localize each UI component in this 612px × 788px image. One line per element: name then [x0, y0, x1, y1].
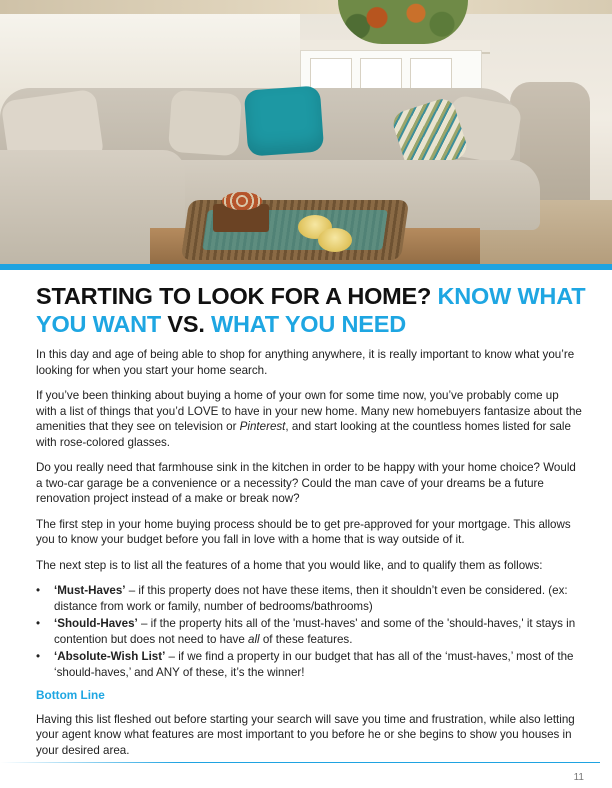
- title-highlight-need: WHAT YOU NEED: [210, 311, 406, 337]
- paragraph-questions: Do you really need that farmhouse sink in the kitchen in order to be happy with your home choice? Would a two-car garage be a convenience or a necessity? Could the man cave of your dreams be a future renovation project instead of a make or break now?: [36, 461, 576, 505]
- title-part-dark: STARTING TO LOOK FOR A HOME?: [36, 283, 438, 309]
- list-item-wish-list: [54, 649, 582, 680]
- desc-must-haves: – if this property does not have these items, then it shouldn’t even be considered. (ex: distance from work or family, number of bedrooms/bathrooms): [54, 584, 568, 613]
- pinterest-mention: Pinterest: [239, 420, 286, 433]
- page-number: 11: [573, 772, 584, 783]
- desc-should-haves-a: – if the property hits all of the 'must-haves' and some of the 'should-haves,' it stays in contention but does not need to have: [54, 617, 576, 646]
- desc-wish-list: – if we find a property in our budget that has all of the ‘must-haves,’ most of the ‘should-haves,’ and ANY of these, it’s the winner!: [54, 650, 574, 679]
- paragraph-wishlist-text-a: If you’ve been thinking about buying a home of your own for some time now, you’ve probably come up with a list of things that you’d LOVE to have in your new home. Many new homebuyers fantasize about the amenities that they see on television or: [36, 389, 582, 433]
- bottom-line-text: Having this list fleshed out before starting your search will save you time and frustration, while also letting your agent know what features are most important to you before he or she begins to show you houses in your desired area.: [36, 712, 575, 757]
- paragraph-preapproval: The first step in your home buying process should be to get pre-approved for your mortgage. This allows you to know your budget before you fall in love with a home that is way outside of it.: [36, 517, 571, 546]
- beige-pillow: [168, 90, 242, 157]
- paragraph-next-step: The next step is to list all the features of a home that you would like, and to qualify them as follows:: [36, 558, 543, 572]
- footer-rule: [0, 762, 600, 763]
- paragraph-intro: In this day and age of being able to shop for anything anywhere, it is really important to know what you’re looking for when you start your home search.: [36, 348, 575, 377]
- paragraph-wishlist-text-b: , and start looking at the countless homes listed for sale with rose-colored glasses.: [36, 420, 571, 449]
- gold-bowl: [318, 228, 352, 252]
- term-must-haves: ‘Must-Haves’: [54, 584, 126, 597]
- ceiling-beam: [0, 0, 612, 14]
- term-wish-list: ‘Absolute-Wish List’: [54, 650, 166, 663]
- page-title: [36, 282, 596, 338]
- bottom-line-heading: Bottom Line: [36, 688, 105, 702]
- flower-arrangement: [338, 0, 468, 44]
- term-should-haves: ‘Should-Haves’: [54, 617, 138, 630]
- decorative-beads: [222, 192, 262, 210]
- feature-priority-list: [36, 583, 582, 680]
- title-vs: VS.: [161, 311, 211, 337]
- desc-should-haves-emphasis: all: [248, 632, 260, 646]
- title-highlight-want: KNOW WHAT YOU WANT: [36, 283, 586, 337]
- article-body: [36, 347, 582, 768]
- desc-should-haves-b: of these features.: [259, 632, 353, 646]
- header-accent-rule: [0, 264, 612, 270]
- list-item-must-haves: [54, 583, 582, 614]
- teal-pillow: [244, 85, 324, 156]
- paragraph-wishlist: [36, 388, 582, 450]
- list-item-should-haves: [54, 616, 582, 647]
- hero-living-room-photo: [0, 0, 612, 264]
